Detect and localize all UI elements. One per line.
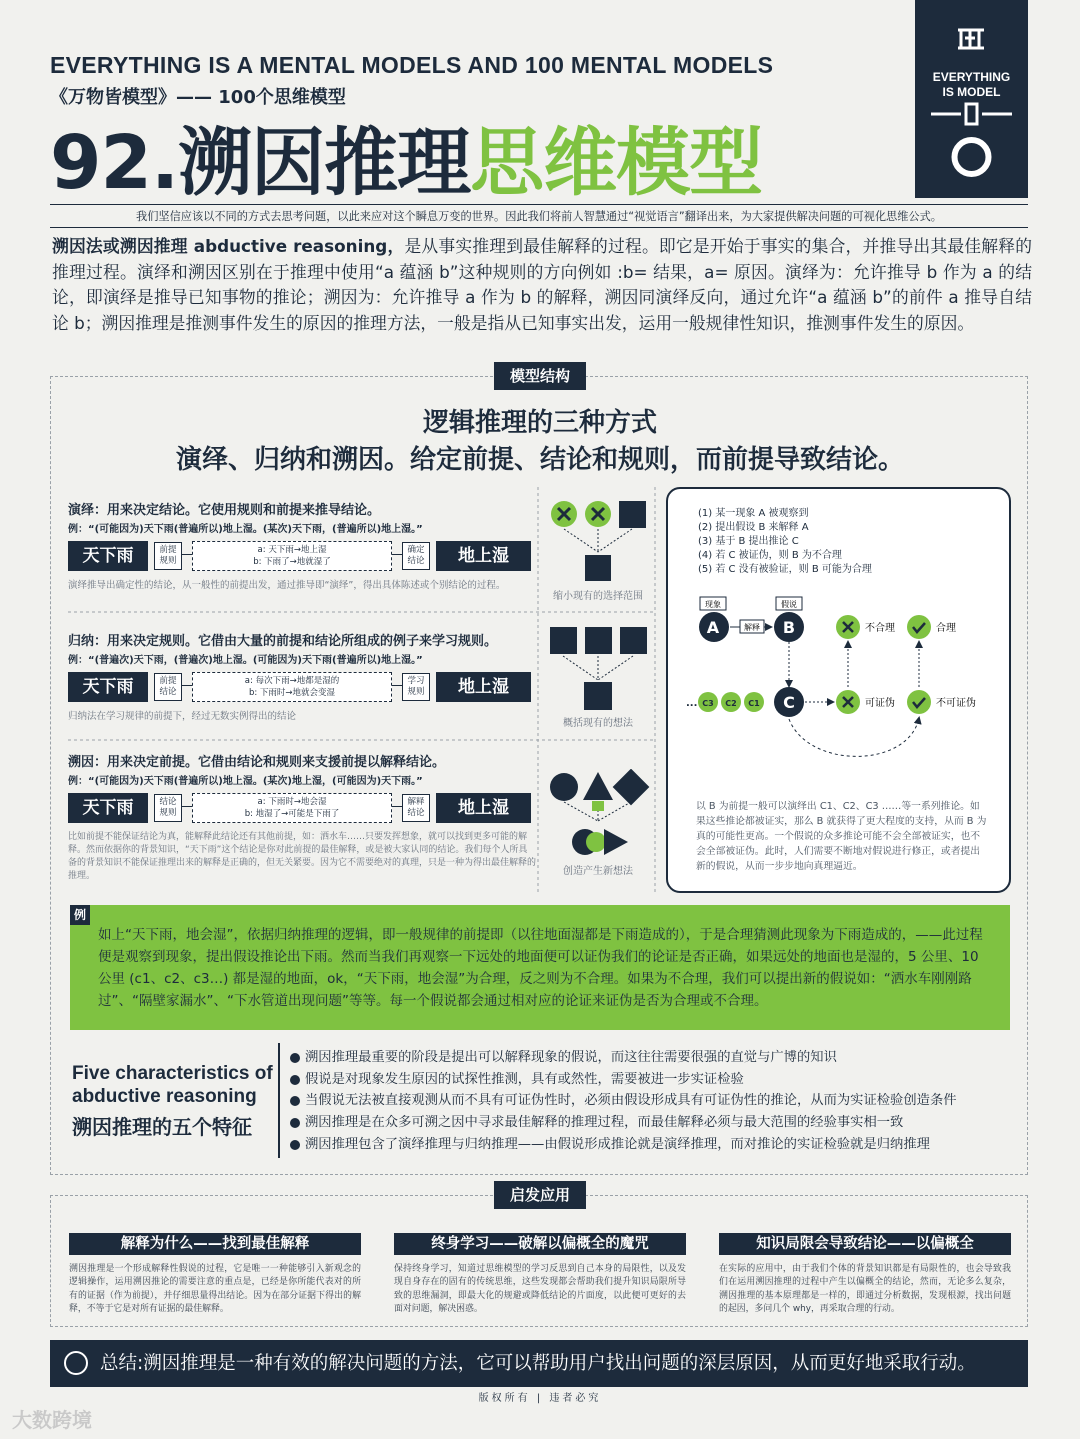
svg-text:...: ... — [686, 698, 698, 709]
process-steps — [698, 507, 872, 577]
application-card-title: 解释为什么——找到最佳解释 — [69, 1233, 361, 1255]
chain-start: 天下雨 — [68, 793, 148, 823]
abduction-title: 溯因：用来决定前提。它借由结论和规则来支援前提以解释结论。 — [68, 755, 446, 770]
process-step: (3) 基于 B 提出推论 C — [698, 536, 799, 547]
svg-text:A: A — [706, 618, 720, 637]
list-item: 溯因推理包含了演绎推理与归纳推理——由假说形成推论就是演绎推理，而对推论的实证检验就是归纳推理 — [290, 1134, 957, 1156]
list-item: 溯因推理是在众多可溯之因中寻求最佳解释的推理过程，而最佳解释必须与最大范围的经验事实相一致 — [290, 1112, 957, 1134]
brand-logo-icon — [915, 0, 1028, 70]
chain-start: 天下雨 — [68, 672, 148, 702]
applications-title: 启发应用 — [494, 1181, 586, 1209]
abduction-diagram-caption: 创造产生新想法 — [563, 866, 633, 877]
title-dark-part: 92.溯因推理 — [50, 120, 471, 206]
chain-rule-box: a: 每次下雨→地都是湿的 b: 下雨时→地就会变湿 — [192, 672, 392, 702]
chain-premise-box: 前提 结论 — [154, 673, 182, 701]
brand-text: EVERYTHING IS MODEL — [932, 70, 1011, 99]
svg-text:不可证伪: 不可证伪 — [936, 698, 976, 709]
tagline: 我们坚信应该以不同的方式去思考问题，以此来应对这个瞬息万变的世界。因此我们将前人智慧通过“视觉语言”翻译出来，为大家提供解决问题的可视化思维公式。 — [50, 204, 1028, 228]
deduction-example: 例：“(可能因为)天下雨(普遍所以)地上湿。(某次)天下雨，(普遍所以)地上湿。” — [68, 524, 423, 535]
watermark: 大数跨境 — [12, 1408, 92, 1432]
model-heading-1: 逻辑推理的三种方式 — [422, 408, 657, 438]
induction-diagram-caption: 概括现有的想法 — [563, 718, 633, 729]
application-card — [719, 1233, 1011, 1317]
chain-rule-box: a: 天下雨→地上湿 b: 下雨了→地就湿了 — [192, 541, 392, 571]
intro-bold-term: 溯因法或溯因推理 abductive reasoning， — [52, 236, 405, 256]
induction-diagram — [538, 624, 658, 724]
svg-text:现象: 现象 — [705, 600, 721, 609]
five-characteristics-chinese: 溯因推理的五个特征 — [72, 1115, 252, 1139]
intro-text: 是从事实推理到最佳解释的过程。即它是开始于事实的集合，并推导出其最佳解释的推理过程。演绎和溯因区别在于推理中使用“a 蕴涵 b”这种规则的方向例如 :b= 结果，a= 原因。演绎为：允许推导 b 作为 a 的结论，即演绎是推导已知事物的推论；溯因为：允许推导 a 作为 b 的解释，溯因同演绎反向，通过允许“a 蕴涵 b”的前件 a 推导自结论 b；溯因推理是推测事件发生的原因的推理方法，一般是指从已知事实出发，运用一般规律性知识，推测事件发生的原因。 — [52, 236, 1032, 333]
induction-example: 例：“(普遍次)天下雨，(普遍次)地上湿。(可能因为)天下雨(普遍所以)地上湿。” — [68, 655, 423, 666]
summary-icon — [64, 1351, 88, 1375]
model-structure-title: 模型结构 — [494, 362, 586, 390]
application-card-body: 在实际的应用中，由于我们个体的背景知识都是有局限性的，也会导致我们在运用溯因推理的过程中产生以偏概全的结论，然而，无论多么复杂，溯因推理的基本原理都是一样的，即通过分析数据，发现根源，找出问题的起因，多问几个 why，再采取合理的行动。 — [719, 1264, 1011, 1315]
application-card-body: 溯因推理是一个形成解释性假说的过程，它是唯一一种能够引入新观念的逻辑操作，运用溯因推论的需要注意的重点是，已经是你所能代表对的所有的证据（作为前提），并仔细思量得出结论。因为在部分证据下得出的解释，不等于它是对所有证据的最佳解释。 — [69, 1264, 361, 1315]
panel-note: 以 B 为前提一般可以演绎出 C1、C2、C3 ……等一系列推论。如果这些推论都被证实，那么 B 就获得了更大程度的支持，从而 B 为真的可能性更高。一个假说的众多推论可能不会全部被证实，也不会全部被证伪。此时，人们需要不断地对假说进行修正，或者提出新的假说，从而一步步地向真理逼近。 — [696, 801, 987, 872]
chain-premise-box: 结论 规则 — [154, 794, 182, 822]
list-item: 当假说无法被直接观测从而不具有可证伪性时，必须由假设形成具有可证伪性的推论，从而为实证检验创造条件 — [290, 1090, 957, 1112]
deduction-diagram — [538, 497, 658, 597]
process-step: (2) 提出假设 B 来解释 A — [698, 522, 809, 533]
copyright: 版权所有 | 违者必究 — [478, 1393, 602, 1404]
application-card-body: 保持终身学习，知道过思维模型的学习反思到自己本身的局限性，以及发现自身存在的固有的传统思维，这些发现都会帮助我们提升知识局限所导致的思维漏洞，即最大化的规避或降低结论的片面度，以此便可更好的去面对问题，解决困惑。 — [394, 1264, 686, 1315]
chain-end: 地上湿 — [436, 793, 531, 823]
list-item: 假说是对现象发生原因的试探性推测，具有或然性，需要被进一步实证检验 — [290, 1069, 957, 1091]
abduction-example: 例：“(可能因为)天下雨(普遍所以)地上湿。(某次)地上湿，(可能因为)天下雨。” — [68, 776, 423, 787]
title-green-part: 思维模型 — [470, 120, 763, 206]
chain-premise-box: 前提 规则 — [154, 542, 182, 570]
deduction-note: 演绎推导出确定性的结论，从一般性的前提出发，通过推导即“演绎”，得出具体陈述或个别结论的过程。 — [68, 580, 506, 591]
svg-text:C: C — [783, 693, 795, 712]
summary-bar — [50, 1340, 1028, 1387]
chain-end: 地上湿 — [436, 672, 531, 702]
svg-text:B: B — [782, 618, 796, 637]
deduction-diagram-caption: 缩小现有的选择范围 — [553, 591, 643, 602]
intro-paragraph — [52, 234, 1032, 336]
svg-text:C2: C2 — [725, 699, 737, 708]
svg-text:不合理: 不合理 — [865, 623, 895, 634]
chain-end: 地上湿 — [436, 541, 531, 571]
application-card — [69, 1233, 361, 1317]
process-step: (1) 某一现象 A 被观察到 — [698, 508, 809, 519]
induction-row — [68, 630, 536, 724]
induction-chain — [68, 672, 536, 704]
application-card — [394, 1233, 686, 1317]
deduction-title: 演绎：用来决定结论。它使用规则和前提来推导结论。 — [68, 503, 381, 518]
header-chinese-subtitle: 《万物皆模型》—— 100个思维模型 — [50, 87, 346, 108]
application-card-title: 知识局限会导致结论——以偏概全 — [719, 1233, 1011, 1255]
example-text: 如上“天下雨，地会湿”，依据归纳推理的逻辑，即一般规律的前提即（以往地面湿都是下雨造成的），于是合理猜测此现象为下雨造成的，——此过程便是观察到现象，提出假设推论出下雨。然而当我们再观察一下远处的地面便可以证伪我们的论证是否正确，如果远处的地面也是湿的，5 公里、10 公里 (c1、c2、c3…) 都是湿的地面，ok，“天下雨，地会湿”为合理，反之则为不合理。如果为不合理，我们可以提出新的假说如：“洒水车刚刚路过”、“隔壁家漏水”、“下水管道出现问题”等等。每一个假说都会通过相对应的论证来证伪是否为合理或不合理。 — [98, 927, 983, 1009]
brand-emblem-icon — [915, 100, 1028, 200]
chain-result-box: 解释 结论 — [402, 794, 430, 822]
svg-text:假说: 假说 — [781, 600, 797, 609]
svg-text:解释: 解释 — [744, 623, 760, 632]
five-characteristics-english: Five characteristics of abductive reasoning — [72, 1063, 273, 1107]
induction-title: 归纳：用来决定规则。它借由大量的前提和结论所组成的例子来学习规则。 — [68, 634, 498, 649]
abduction-chain — [68, 793, 536, 825]
svg-text:合理: 合理 — [936, 623, 956, 634]
application-card-title: 终身学习——破解以偏概全的魔咒 — [394, 1233, 686, 1255]
deduction-row — [68, 499, 536, 593]
hypothesis-flow-diagram — [668, 594, 1013, 794]
svg-text:C3: C3 — [702, 699, 714, 708]
example-tag: 例 — [70, 905, 90, 925]
abduction-process-panel — [666, 487, 1011, 893]
header-english-title: EVERYTHING IS A MENTAL MODELS AND 100 MENTAL MODELS — [50, 52, 774, 78]
abduction-row — [68, 751, 536, 883]
chain-result-box: 学习 规则 — [402, 673, 430, 701]
divider — [278, 1043, 280, 1158]
model-heading-2: 演绎、归纳和溯因。给定前提、结论和规则，而前提导致结论。 — [175, 445, 904, 475]
summary-text: 总结:溯因推理是一种有效的解决问题的方法，它可以帮助用户找出问题的深层原因，从而更好地采取行动。 — [100, 1353, 976, 1374]
abduction-note: 比如前提不能保证结论为真，能解释此结论还有其他前提，如：洒水车……只要发挥想象，就可以找到更多可能的解释。然而依据你的背景知识，“天下雨”这个结论是你对此前提的最佳解释，或是被大家认同的结论。我们每个人所具备的背景知识不能保证推理出来的解释是正确的，但无关紧要。因为它不需要绝对的真理，只是一种为得出最佳解释的推理。 — [68, 832, 537, 881]
svg-text:C1: C1 — [748, 699, 760, 708]
brand-block — [915, 0, 1028, 198]
chain-rule-box: a: 下雨时→地会湿 b: 地湿了→可能是下雨了 — [192, 793, 392, 823]
list-item: 溯因推理最重要的阶段是提出可以解释现象的假说，而这往往需要很强的直觉与广博的知识 — [290, 1047, 957, 1069]
page-title — [50, 118, 762, 208]
induction-note: 归纳法在学习规律的前提下，经过无数实例得出的结论 — [68, 711, 297, 722]
process-step: (4) 若 C 被证伪，则 B 为不合理 — [698, 550, 842, 561]
characteristics-list — [290, 1047, 957, 1156]
svg-text:可证伪: 可证伪 — [865, 698, 895, 709]
deduction-chain — [68, 541, 536, 573]
process-step: (5) 若 C 没有被验证，则 B 可能为合理 — [698, 564, 872, 575]
example-box — [70, 905, 1010, 1030]
chain-start: 天下雨 — [68, 541, 148, 571]
chain-result-box: 确定 结论 — [402, 542, 430, 570]
